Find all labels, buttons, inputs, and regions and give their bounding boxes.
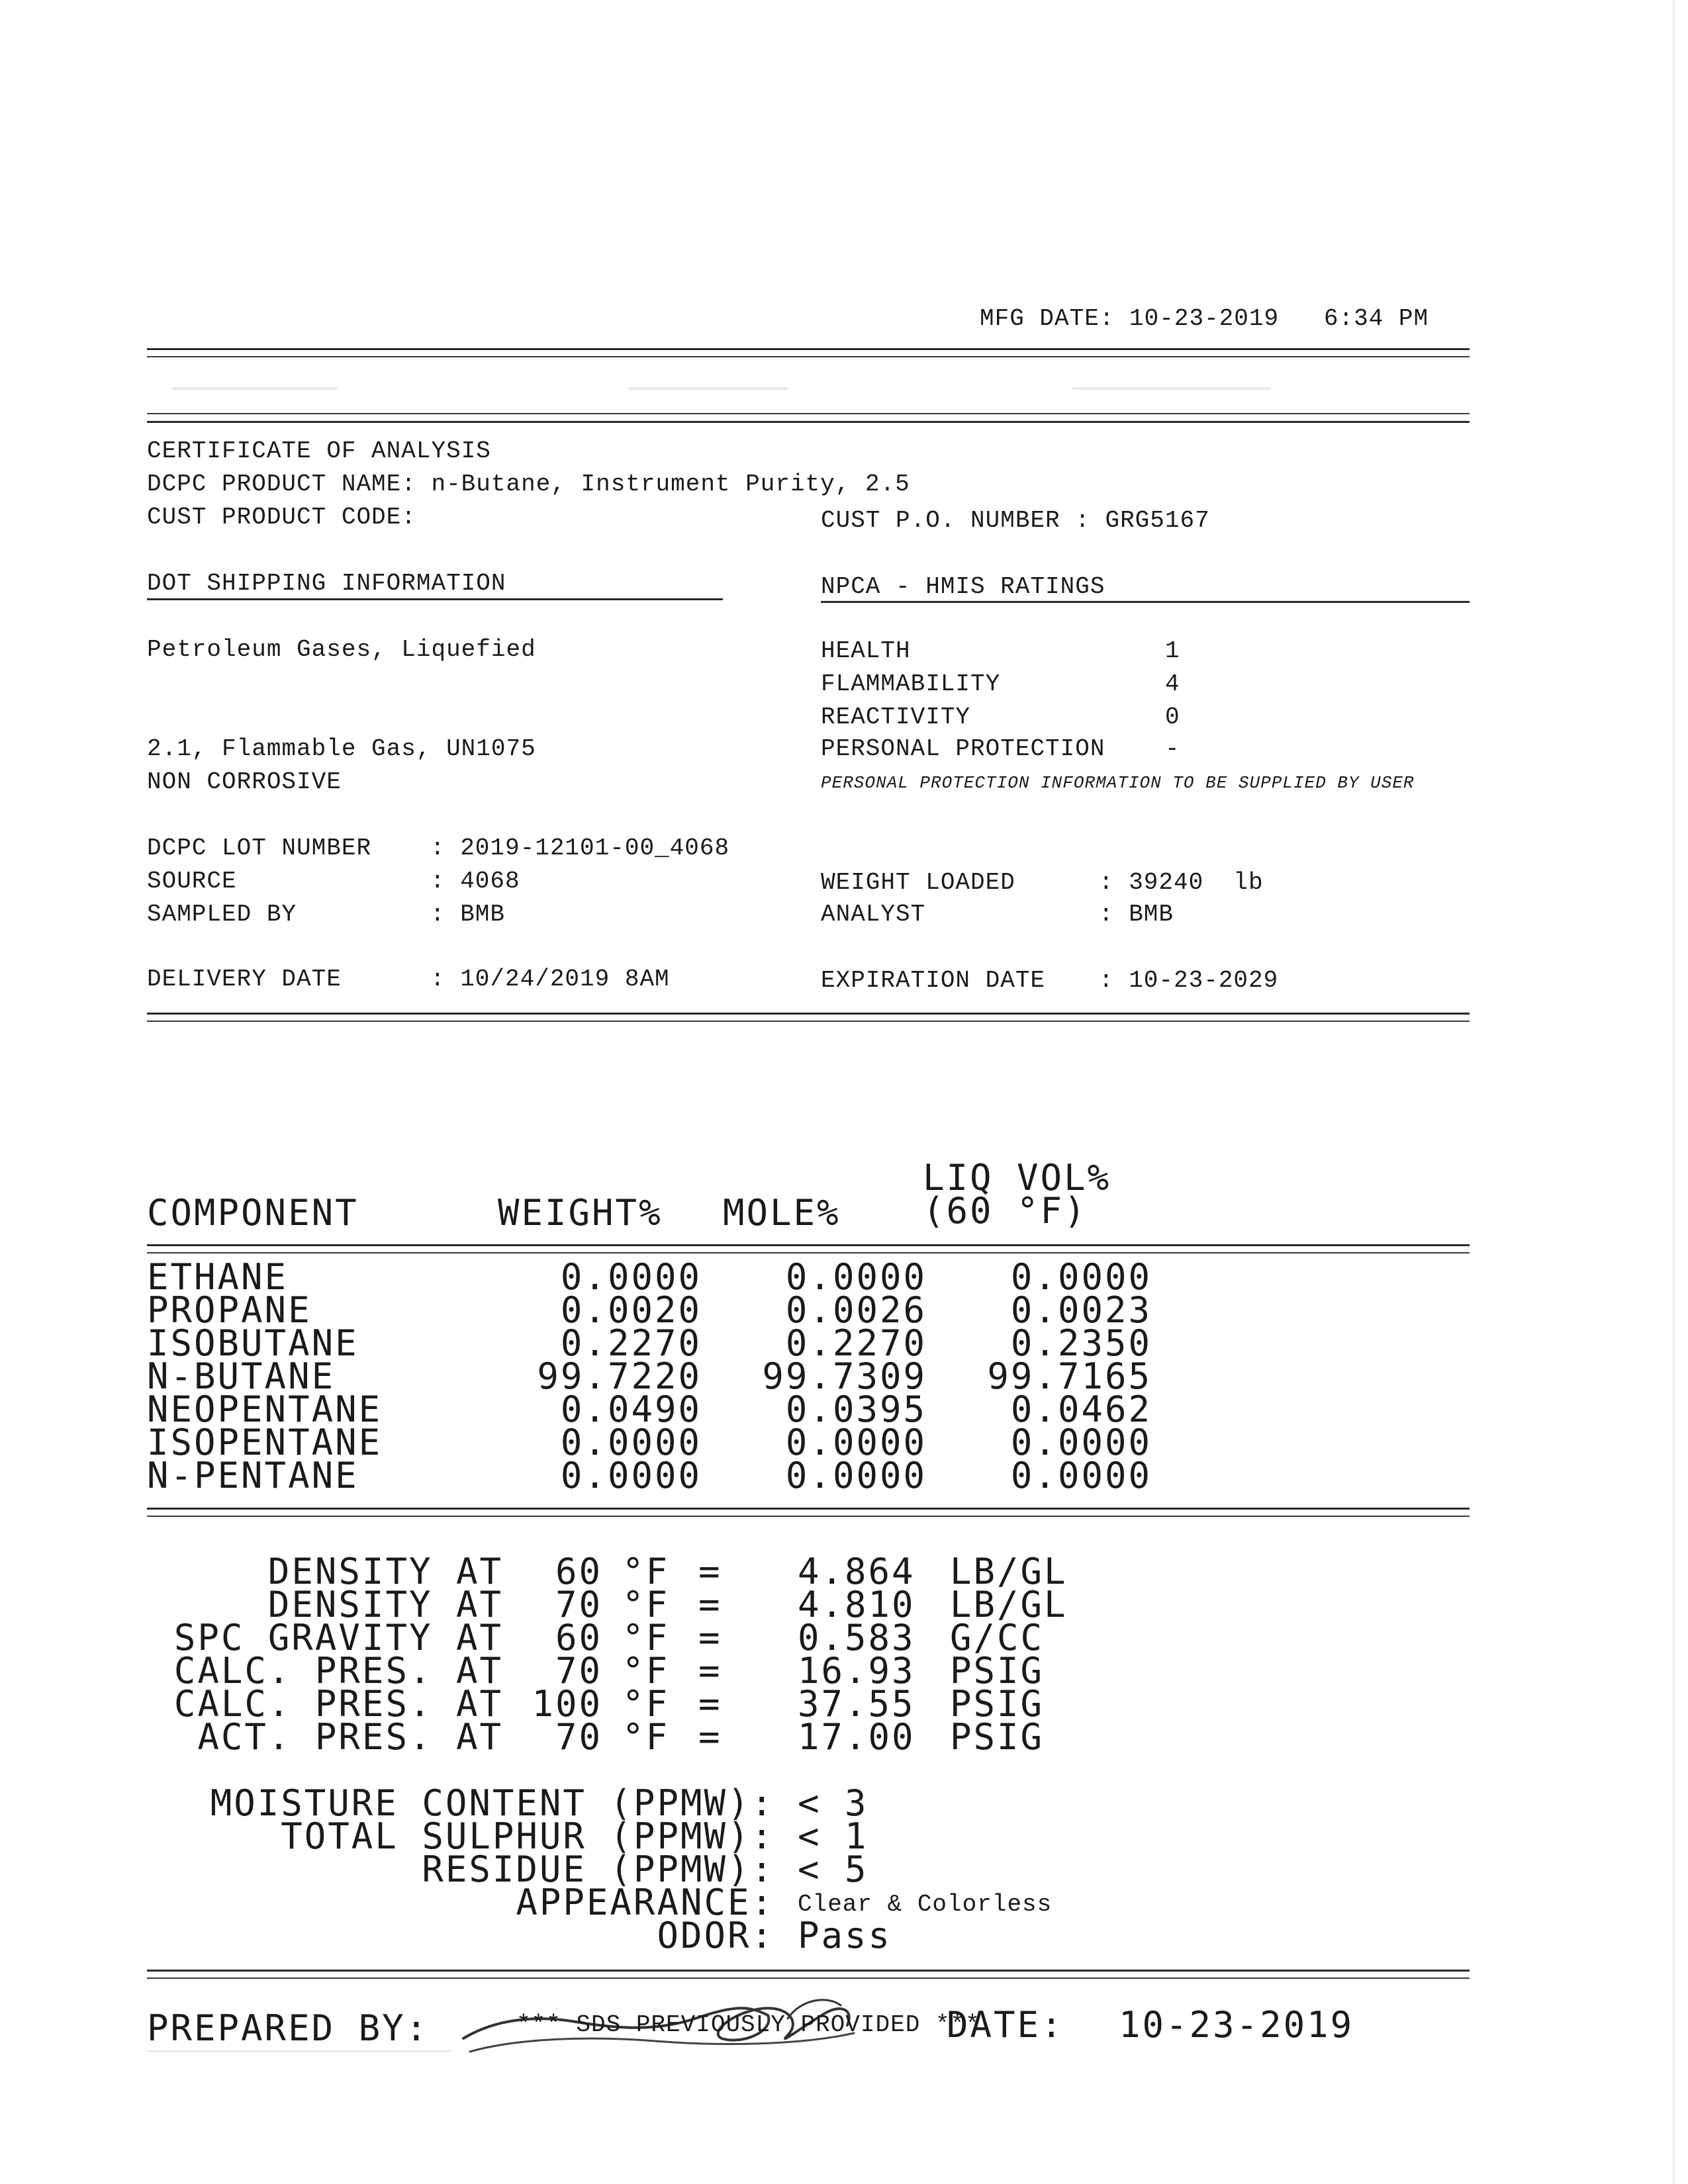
table-cell-liqvol: 0.0462 bbox=[1010, 1388, 1152, 1430]
dot-line-1: Petroleum Gases, Liquefied bbox=[147, 636, 536, 663]
liqvol-column bbox=[953, 1256, 1152, 1496]
table-row-component: ETHANE bbox=[147, 1256, 289, 1298]
lot-number-label: DCPC LOT NUMBER bbox=[147, 835, 372, 862]
property-label: CALC. PRES. AT bbox=[173, 1683, 503, 1725]
property-value: 16.93 bbox=[798, 1650, 915, 1692]
hmis-protection-label: PERSONAL PROTECTION bbox=[821, 735, 1105, 762]
weight-loaded-label: WEIGHT LOADED bbox=[821, 869, 1015, 896]
date-value: 10-23-2019 bbox=[1119, 2004, 1354, 2046]
hmis-flammability-value: 4 bbox=[1165, 670, 1180, 698]
cert-title: CERTIFICATE OF ANALYSIS bbox=[147, 437, 491, 465]
table-cell-weight: 99.7220 bbox=[537, 1355, 702, 1397]
quality-label-column bbox=[132, 1782, 774, 1956]
mole-column bbox=[728, 1256, 927, 1496]
property-temp: 70 bbox=[555, 1716, 602, 1758]
property-value-column bbox=[798, 1551, 915, 1758]
table-row-component: ISOPENTANE bbox=[147, 1422, 383, 1463]
analyst-value: : BMB bbox=[1099, 901, 1174, 928]
property-eq-column bbox=[698, 1551, 722, 1758]
property-unit: LB/GL bbox=[950, 1584, 1068, 1625]
hmis-health-label: HEALTH bbox=[821, 637, 911, 664]
property-temp-unit-column bbox=[622, 1551, 670, 1758]
property-value: 37.55 bbox=[798, 1683, 915, 1725]
hmis-flammability-label: FLAMMABILITY bbox=[821, 670, 1001, 698]
property-temp: 70 bbox=[555, 1584, 602, 1625]
lot-rule-bottom bbox=[147, 1021, 1470, 1022]
faint-underline bbox=[147, 2050, 451, 2052]
property-temp-column bbox=[516, 1551, 602, 1758]
hmis-reactivity-label: REACTIVITY bbox=[821, 704, 971, 731]
faint-mark bbox=[1072, 387, 1271, 390]
property-temp-unit: °F bbox=[622, 1617, 670, 1659]
quality-moisture-value: < 3 bbox=[798, 1782, 868, 1824]
table-cell-mole: 0.0000 bbox=[785, 1455, 927, 1496]
col-header-component: COMPONENT bbox=[147, 1192, 359, 1234]
table-cell-weight: 0.0490 bbox=[560, 1388, 702, 1430]
table-cell-mole: 99.7309 bbox=[762, 1355, 927, 1397]
table-cell-weight: 0.0000 bbox=[560, 1256, 702, 1298]
property-temp-unit: °F bbox=[622, 1650, 670, 1692]
expiration-date-value: : 10-23-2029 bbox=[1099, 967, 1279, 994]
hmis-reactivity-value: 0 bbox=[1165, 704, 1180, 731]
product-name: DCPC PRODUCT NAME: n-Butane, Instrument Purity, 2.5 bbox=[147, 471, 910, 498]
quality-label: MOISTURE CONTENT (PPMW): bbox=[210, 1782, 774, 1824]
expiration-date-label: EXPIRATION DATE bbox=[821, 967, 1046, 994]
col-header-liqvol-2: (60 °F) bbox=[923, 1190, 1088, 1232]
weight-column bbox=[503, 1256, 702, 1496]
quality-label: RESIDUE (PPMW): bbox=[422, 1848, 774, 1890]
table-cell-liqvol: 99.7165 bbox=[987, 1355, 1152, 1397]
component-column bbox=[147, 1256, 383, 1496]
property-value: 4.810 bbox=[798, 1584, 915, 1625]
property-temp-unit: °F bbox=[622, 1584, 670, 1625]
property-temp: 70 bbox=[555, 1650, 602, 1692]
table-cell-mole: 0.0000 bbox=[785, 1422, 927, 1463]
protection-note: PERSONAL PROTECTION INFORMATION TO BE SUPPLIED BY USER bbox=[821, 773, 1415, 793]
faint-mark bbox=[172, 387, 338, 390]
source-value: : 4068 bbox=[430, 868, 520, 895]
table-row-component: N-BUTANE bbox=[147, 1355, 336, 1397]
table-cell-weight: 0.0020 bbox=[560, 1289, 702, 1331]
property-temp: 100 bbox=[532, 1683, 602, 1725]
table-cell-liqvol: 0.0023 bbox=[1010, 1289, 1152, 1331]
quality-sulphur-value: < 1 bbox=[798, 1815, 868, 1857]
quality-label: APPEARANCE: bbox=[516, 1882, 774, 1923]
sds-note: *** SDS PREVIOUSLY PROVIDED *** bbox=[516, 2011, 980, 2038]
analyst-label: ANALYST bbox=[821, 901, 926, 928]
table-cell-liqvol: 0.2350 bbox=[1010, 1322, 1152, 1364]
property-label: CALC. PRES. AT bbox=[173, 1650, 503, 1692]
header-rule-top bbox=[147, 348, 1470, 350]
cert-rule-bottom bbox=[147, 421, 1470, 423]
table-cell-mole: 0.0026 bbox=[785, 1289, 927, 1331]
dot-line-3: NON CORROSIVE bbox=[147, 768, 342, 796]
table-rule-top bbox=[147, 1244, 1470, 1246]
cust-product-code: CUST PRODUCT CODE: bbox=[147, 504, 416, 531]
dot-line-2: 2.1, Flammable Gas, UN1075 bbox=[147, 735, 536, 762]
property-temp-unit: °F bbox=[622, 1551, 670, 1592]
lot-number-value: : 2019-12101-00_4068 bbox=[430, 835, 730, 862]
delivery-date-value: : 10/24/2019 8AM bbox=[430, 966, 670, 993]
col-header-weight: WEIGHT% bbox=[498, 1192, 663, 1234]
hmis-heading-underline bbox=[821, 601, 1470, 603]
table-cell-liqvol: 0.0000 bbox=[1010, 1455, 1152, 1496]
property-unit: PSIG bbox=[950, 1650, 1045, 1692]
table-rule-bottom bbox=[147, 1252, 1470, 1253]
property-equals: = bbox=[698, 1716, 722, 1758]
footer-rule-top bbox=[147, 1970, 1470, 1972]
dot-heading-underline bbox=[147, 598, 723, 600]
table-row-component: NEOPENTANE bbox=[147, 1388, 383, 1430]
cert-rule-top bbox=[147, 413, 1470, 414]
table-row-component: ISOBUTANE bbox=[147, 1322, 359, 1364]
scan-edge bbox=[1673, 0, 1675, 2184]
properties-rule-bottom bbox=[147, 1516, 1470, 1517]
property-temp: 60 bbox=[555, 1551, 602, 1592]
property-unit: PSIG bbox=[950, 1683, 1045, 1725]
weight-loaded-value: : 39240 lb bbox=[1099, 869, 1264, 896]
property-unit: G/CC bbox=[950, 1617, 1045, 1659]
sampled-by-value: : BMB bbox=[430, 901, 506, 928]
dot-heading: DOT SHIPPING INFORMATION bbox=[147, 570, 506, 597]
table-cell-liqvol: 0.0000 bbox=[1010, 1422, 1152, 1463]
lot-rule-top bbox=[147, 1013, 1470, 1015]
table-cell-mole: 0.2270 bbox=[785, 1322, 927, 1364]
property-equals: = bbox=[698, 1683, 722, 1725]
property-equals: = bbox=[698, 1551, 722, 1592]
property-equals: = bbox=[698, 1584, 722, 1625]
property-equals: = bbox=[698, 1650, 722, 1692]
property-value: 17.00 bbox=[798, 1716, 915, 1758]
prepared-by-label: PREPARED BY: bbox=[147, 2007, 430, 2049]
header-rule-bottom bbox=[147, 356, 1470, 357]
table-cell-weight: 0.0000 bbox=[560, 1422, 702, 1463]
table-cell-weight: 0.0000 bbox=[560, 1455, 702, 1496]
table-row-component: PROPANE bbox=[147, 1289, 312, 1331]
property-unit-column bbox=[950, 1551, 1068, 1758]
property-label: SPC GRAVITY AT bbox=[173, 1617, 503, 1659]
property-value: 4.864 bbox=[798, 1551, 915, 1592]
cust-po-number: CUST P.O. NUMBER : GRG5167 bbox=[821, 507, 1210, 534]
property-unit: PSIG bbox=[950, 1716, 1045, 1758]
quality-odor-value: Pass bbox=[798, 1915, 892, 1956]
quality-label: TOTAL SULPHUR (PPMW): bbox=[281, 1815, 774, 1857]
property-value: 0.583 bbox=[798, 1617, 915, 1659]
property-label: ACT. PRES. AT bbox=[197, 1716, 503, 1758]
hmis-protection-value: - bbox=[1165, 735, 1180, 762]
property-equals: = bbox=[698, 1617, 722, 1659]
quality-label: ODOR: bbox=[657, 1915, 774, 1956]
date-label: DATE: bbox=[947, 2004, 1064, 2046]
property-temp-unit: °F bbox=[622, 1716, 670, 1758]
property-label-column bbox=[132, 1551, 503, 1758]
property-label: DENSITY AT bbox=[267, 1584, 503, 1625]
property-temp: 60 bbox=[555, 1617, 602, 1659]
delivery-date-label: DELIVERY DATE bbox=[147, 966, 342, 993]
footer-rule-bottom bbox=[147, 1978, 1470, 1979]
col-header-mole: MOLE% bbox=[723, 1192, 841, 1234]
table-cell-weight: 0.2270 bbox=[560, 1322, 702, 1364]
properties-rule-top bbox=[147, 1508, 1470, 1510]
property-unit: LB/GL bbox=[950, 1551, 1068, 1592]
col-header-liqvol-1: LIQ VOL% bbox=[923, 1157, 1111, 1199]
table-cell-liqvol: 0.0000 bbox=[1010, 1256, 1152, 1298]
sampled-by-label: SAMPLED BY bbox=[147, 901, 297, 928]
quality-residue-value: < 5 bbox=[798, 1848, 868, 1890]
hmis-heading: NPCA - HMIS RATINGS bbox=[821, 573, 1105, 600]
hmis-health-value: 1 bbox=[1165, 637, 1180, 664]
table-cell-mole: 0.0395 bbox=[785, 1388, 927, 1430]
property-temp-unit: °F bbox=[622, 1683, 670, 1725]
property-label: DENSITY AT bbox=[267, 1551, 503, 1592]
faint-mark bbox=[629, 387, 788, 390]
mfg-date: MFG DATE: 10-23-2019 6:34 PM bbox=[980, 305, 1429, 332]
table-cell-mole: 0.0000 bbox=[785, 1256, 927, 1298]
table-row-component: N-PENTANE bbox=[147, 1455, 359, 1496]
source-label: SOURCE bbox=[147, 868, 237, 895]
quality-appearance-value: Clear & Colorless bbox=[798, 1891, 1053, 1918]
